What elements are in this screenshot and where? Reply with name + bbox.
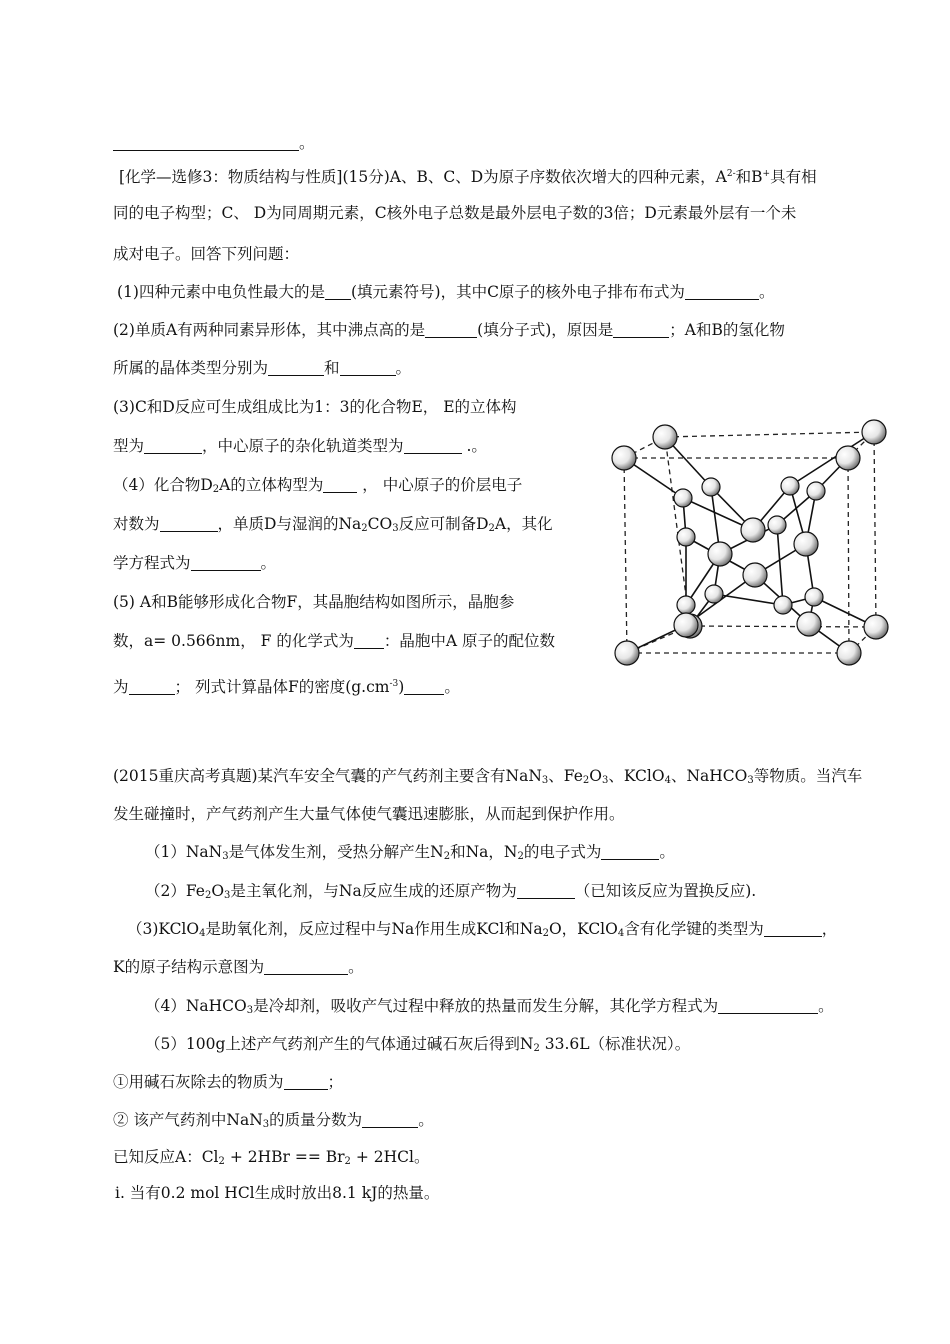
q3-line2: ⅰ. 当有0.2 mol HCl生成时放出8.1 kJ的热量。 (115, 1184, 440, 1202)
atom-large (653, 425, 677, 449)
bond-line (714, 594, 783, 605)
cell-edge (874, 432, 876, 627)
blank (601, 844, 659, 860)
blank (718, 998, 818, 1014)
atom-large (674, 613, 698, 637)
blank (764, 921, 822, 937)
atom-large (837, 641, 861, 665)
atom-large (615, 641, 639, 665)
cell-edge (848, 458, 849, 653)
cell-edge (624, 458, 627, 653)
atom-large (797, 612, 821, 636)
q1-part5-cont2: 为 ； 列式计算晶体F的密度$(g.cm^{-3})$ 。 (113, 678, 460, 696)
q1-part5: (5) A和B能够形成化合物F，其晶胞结构如图所示，晶胞参 (113, 593, 515, 611)
blank (268, 360, 324, 376)
atom-large (864, 615, 888, 639)
cell-edge (690, 626, 876, 627)
q1-part2: (2)单质A有两种同素异形体，其中沸点高的是 (填分子式)，原因是 ；A和B的氢化物 (113, 321, 785, 339)
blank (325, 284, 351, 300)
q2-line1: (2015重庆高考真题)某汽车安全气囊的产气药剂主要含有NaN$_3$、$Fe_2O_3$、KClO$_4$、NaHCO$_3$等物质。当汽车 (113, 767, 863, 786)
blank (340, 360, 396, 376)
atom-small (677, 596, 695, 614)
q1-part3: (3)C和D反应可生成组成比为1：3的化合物E， E的立体构 (113, 398, 517, 416)
atom-large (743, 563, 767, 587)
blank (425, 322, 477, 338)
blank (404, 438, 462, 454)
atom-large (612, 446, 636, 470)
blank (191, 555, 261, 571)
q1-intro-line3: 成对电子。回答下列问题： (113, 245, 300, 263)
q3-line1: 已知反应A：$Cl_2 + 2HBr == Br_2 + 2HCl$。 (113, 1148, 430, 1167)
atom-small (807, 482, 825, 500)
bond-line (790, 432, 874, 486)
atom-small (677, 528, 695, 546)
atom-small (805, 588, 823, 606)
atom-small (705, 585, 723, 603)
cell-edge (665, 432, 874, 437)
q2-sub2: $(2)Fe_2O_3$是主氧化剂，与Na反应生成的还原产物为 （已知该反应为置换反应). (145, 882, 757, 901)
blank (144, 438, 202, 454)
q2-sub5-b: ② 该产气药剂中NaN$_3$的质量分数为 。 (113, 1111, 434, 1130)
blank (354, 633, 384, 649)
atom-small (768, 516, 786, 534)
q2-sub4: （4）NaHCO$_3$是冷却剂，吸收产气过程中释放的热量而发生分解，其化学方程式为 。 (145, 997, 834, 1016)
atom-small (781, 477, 799, 495)
atom-small (674, 489, 692, 507)
q1-part3-cont: 型为 ，中心原子的杂化轨道类型为 .。 (113, 437, 487, 455)
blank (284, 1074, 328, 1090)
q1-part4-cont2: 学方程式为 。 (113, 554, 277, 572)
blank (362, 1112, 418, 1128)
q1-part2-cont: 所属的晶体类型分别为 和 。 (113, 359, 412, 377)
atom-large (708, 542, 732, 566)
atom-large (794, 532, 818, 556)
crystal-cell-diagram (600, 405, 900, 677)
q1-part4: （4）化合物$D_2A$的立体构型为 ， 中心原子的价层电子 (113, 476, 523, 495)
q2-sub5-a: ①用碱石灰除去的物质为 ； (113, 1073, 344, 1091)
atom-small (702, 478, 720, 496)
q2-sub3: （3)KClO$_4$是助氧化剂，反应过程中与Na作用生成KCl和$Na_2O$，KClO$_4$含有化学键的类型为 ， (127, 920, 838, 939)
atom-large (862, 420, 886, 444)
atom-small (774, 596, 792, 614)
blank (160, 516, 218, 532)
q1-part1: (1)四种元素中电负性最大的是 (填元素符号)，其中C原子的核外电子排布布式为 。 (117, 283, 775, 301)
blank (113, 135, 299, 151)
blank (404, 679, 444, 695)
q2-sub5: （5）100g上述产气药剂产生的气体通过碱石灰后得到$N_2$ 33.6L（标准状况）。 (145, 1035, 691, 1054)
q1-part5-cont: 数，a= 0.566nm， F 的化学式为 ：晶胞中A 原子的配位数 (113, 632, 555, 650)
blank (129, 679, 175, 695)
q1-intro-line1: [化学—选修3：物质结构与性质](15分)A、B、C、D为原子序数依次增大的四种元素，$A^{2-}$和B+具有相 (119, 168, 817, 186)
q2-sub3-cont: K的原子结构示意图为 。 (113, 958, 364, 976)
blank (517, 883, 575, 899)
answer-line-top: 。 (113, 133, 315, 153)
q2-sub1: （1）NaN$_3$是气体发生剂，受热分解产生$N_2$和Na，$N_2$的电子式为 。 (145, 843, 675, 862)
atom-large (741, 518, 765, 542)
blank (323, 477, 357, 493)
blank (613, 322, 669, 338)
blank (264, 959, 348, 975)
q1-part4-cont: 对数为 ，单质D与湿润的$Na_2CO_3$反应可制备$D_2A$，其化 (113, 515, 553, 534)
bond-line (777, 525, 783, 605)
q2-line2: 发生碰撞时，产气药剂产生大量气体使气囊迅速膨胀，从而起到保护作用。 (113, 805, 625, 823)
atom-large (836, 446, 860, 470)
blank (685, 284, 759, 300)
q1-intro-line2: 同的电子构型；C、 D为同周期元素，C核外电子总数是最外层电子数的3倍；D元素最外层有一个未 (113, 204, 797, 222)
